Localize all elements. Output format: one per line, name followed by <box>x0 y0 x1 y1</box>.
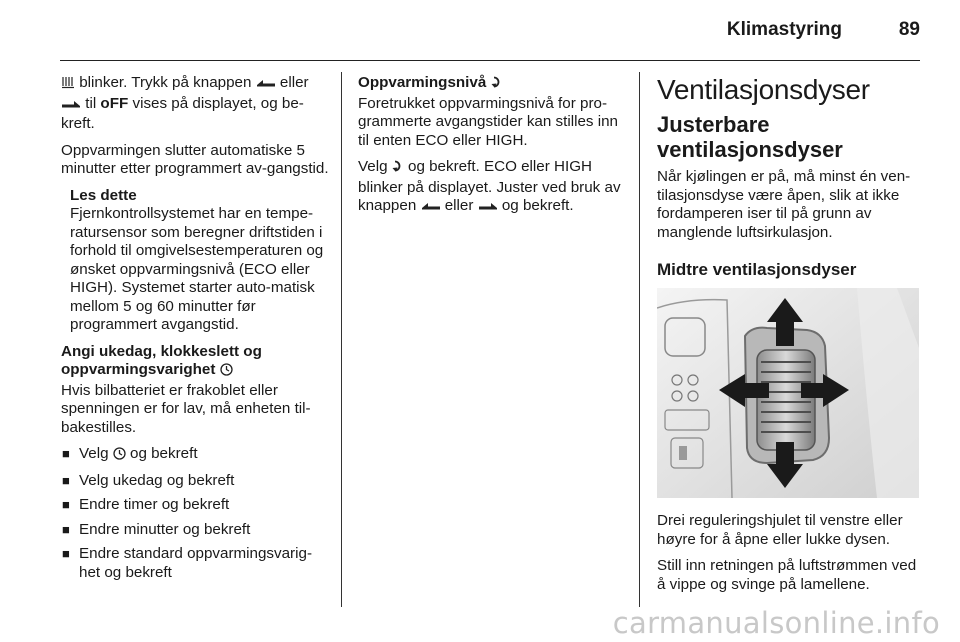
column-middle <box>358 74 626 226</box>
section-heading: Oppvarmingsnivå <box>358 74 626 95</box>
paragraph: Drei reguleringshjulet til venstre eller høyre for å åpne eller lukke dysen. <box>657 512 903 548</box>
paragraph: Oppvarmingen slutter automatiske 5 minutter etter programmert av-gangstid. <box>61 141 329 177</box>
list-item: ■ Velg ukedag og bekreft <box>62 471 235 489</box>
note-title: Les dette <box>70 186 137 204</box>
arrow-right-button-icon <box>61 97 81 116</box>
column-divider <box>639 72 640 607</box>
arrow-left-button-icon <box>421 199 441 218</box>
section-title: Ventilasjonsdyser <box>657 74 870 105</box>
vent-illustration <box>657 288 919 498</box>
paragraph: Hvis bilbatteriet er frakoblet eller spenningen er for lav, må enheten til-bakestilles. <box>61 381 311 436</box>
subsection-title: Justerbare ventilasjonsdyser <box>657 112 843 162</box>
page-header <box>60 0 920 61</box>
arrow-right-button-icon <box>478 199 498 218</box>
list-item: ■ Endre minutter og bekreft <box>62 520 251 538</box>
curved-arrow-level-icon <box>392 159 404 179</box>
clock-icon <box>113 447 126 466</box>
column-right <box>657 74 925 602</box>
watermark: carmanualsonline.info <box>612 606 940 640</box>
paragraph: blinker. Trykk på knappen eller til oFF vises på displayet, og be-kreft. <box>61 74 309 132</box>
heater-waves-icon <box>61 76 75 95</box>
paragraph: Når kjølingen er på, må minst én ven-tilasjonsdyse være åpen, slik at ikke fordamperen iser til på grunn av manglende luftsirkulasjon. <box>657 168 911 241</box>
paragraph: Velg og bekreft. ECO eller HIGH blinker på displayet. Juster ved bruk av knappen eller og bekreft. <box>358 158 626 218</box>
list-item: ■ Velg og bekreft <box>61 445 329 466</box>
paragraph: Still inn retningen på luftstrømmen ved å vippe og svinge på lamellene. <box>657 557 917 593</box>
section-heading: Angi ukedag, klokkeslett og oppvarmingsvarighet <box>61 343 329 382</box>
column-divider <box>341 72 342 607</box>
list-item: ■ Endre timer og bekreft <box>62 496 230 513</box>
paragraph: Foretrukket oppvarmingsnivå for pro-grammerte avgangstider kan stilles inn til enten ECO eller HIGH. <box>358 94 618 149</box>
curved-arrow-level-icon <box>491 75 503 95</box>
note-body: Fjernkontrollsystemet har en tempe-ratursensor som beregner driftstiden i forhold til omgivelsestemperaturen og ønsket oppvarmingsnivå (ECO eller HIGH). Systemet starter auto-matisk mellom 5 og 60 minutter før programmert avgangstid. <box>70 205 324 333</box>
page-number: 89 <box>898 19 920 40</box>
minor-heading: Midtre ventilasjonsdyser <box>657 260 857 279</box>
column-left <box>61 74 329 588</box>
arrow-left-button-icon <box>256 76 276 95</box>
chapter-title: Klimastyring <box>726 19 842 40</box>
step-list <box>61 445 329 582</box>
clock-icon <box>220 363 233 382</box>
list-item: ■ Endre standard oppvarmingsvarig-het og bekreft <box>62 545 312 581</box>
note-box <box>61 187 329 335</box>
